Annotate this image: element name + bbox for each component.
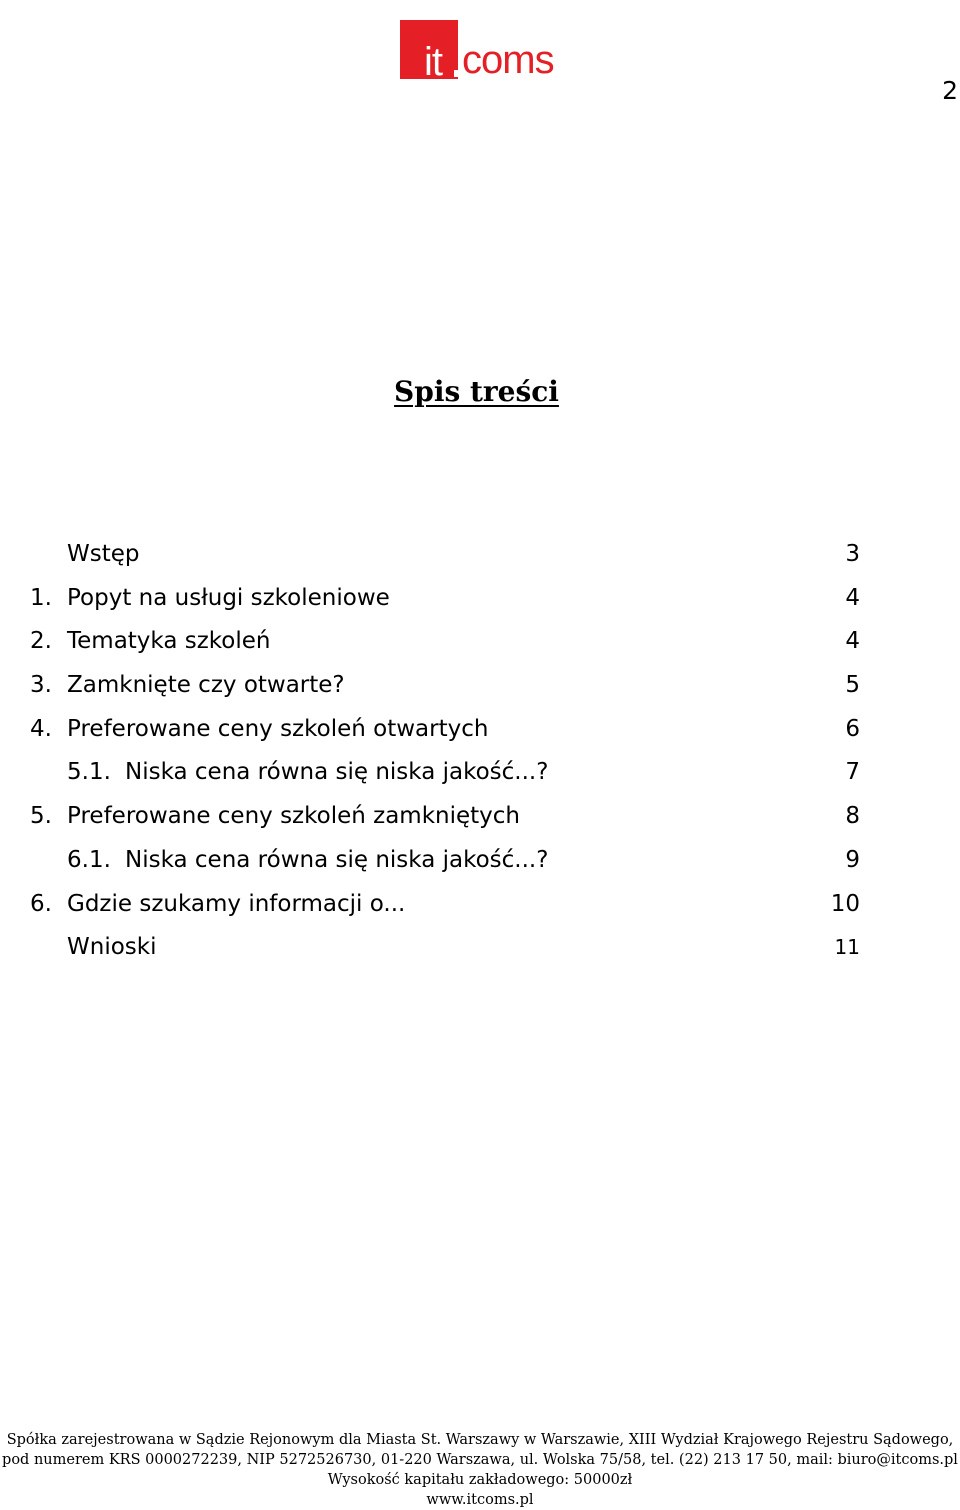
- footer-contact-line: pod numerem KRS 0000272239, NIP 5272526730, 01-220 Warszawa, ul. Wolska 75/58, tel. (22) 213 17 50, mail: biuro@itcoms.pl: [2, 1452, 958, 1468]
- toc-entry-title: Wnioski: [67, 934, 157, 961]
- toc-entry-page: 9: [845, 846, 860, 873]
- toc-entry-number: 6.: [30, 890, 52, 917]
- toc-entry-page: 4: [845, 628, 860, 655]
- toc-entry-title: Gdzie szukamy informacji o...: [67, 890, 406, 917]
- toc-entry-title: Preferowane ceny szkoleń otwartych: [67, 715, 489, 742]
- toc-entry-title: Wstęp: [67, 541, 140, 567]
- toc-entry[interactable]: [0, 887, 960, 931]
- toc-entry-page: 10: [830, 890, 860, 917]
- toc-entry-number: 2.: [30, 628, 52, 655]
- toc-entry-page: 5: [845, 672, 860, 699]
- toc-entry-page: 4: [845, 584, 860, 611]
- toc-heading: Spis treści: [394, 375, 559, 408]
- logo-dot: [454, 70, 458, 77]
- logo-text-coms: coms: [462, 38, 554, 82]
- toc-entry-number: 6.1.: [67, 846, 111, 873]
- toc-entry-number: 5.1.: [67, 759, 111, 786]
- toc-entry-title: Niska cena równa się niska jakość...?: [125, 759, 549, 786]
- toc-entry[interactable]: [0, 624, 960, 668]
- toc-entry-title: Niska cena równa się niska jakość...?: [125, 846, 549, 873]
- toc-entry-page: 3: [845, 541, 860, 567]
- toc-entry-number: 5.: [30, 803, 52, 830]
- toc-entry[interactable]: [0, 668, 960, 712]
- table-of-contents: [0, 537, 960, 974]
- company-logo: [400, 20, 554, 82]
- toc-entry[interactable]: [0, 537, 960, 581]
- toc-entry[interactable]: [0, 712, 960, 756]
- toc-entry-number: 4.: [30, 715, 52, 742]
- footer-registration-line: Spółka zarejestrowana w Sądzie Rejonowym dla Miasta St. Warszawy w Warszawie, XIII Wydział Krajowego Rejestru Sądowego,: [6, 1432, 954, 1448]
- page-number: 2: [942, 76, 958, 105]
- toc-entry-number: 1.: [30, 584, 52, 611]
- logo-text-it: it: [424, 40, 442, 79]
- toc-entry[interactable]: [0, 799, 960, 843]
- toc-entry[interactable]: [0, 755, 960, 799]
- footer-capital-line: Wysokość kapitału zakładowego: 50000zł: [327, 1472, 633, 1488]
- toc-entry-title: Popyt na usługi szkoleniowe: [67, 584, 390, 611]
- toc-entry[interactable]: [0, 843, 960, 887]
- toc-entry-page: 8: [845, 803, 860, 830]
- toc-entry-page: 6: [845, 715, 860, 742]
- toc-entry-title: Zamknięte czy otwarte?: [67, 672, 345, 699]
- toc-entry[interactable]: [0, 581, 960, 625]
- toc-entry-title: Preferowane ceny szkoleń zamkniętych: [67, 803, 520, 830]
- logo-red-box: [400, 20, 458, 79]
- toc-entry-title: Tematyka szkoleń: [67, 628, 271, 655]
- footer-website-link[interactable]: www.itcoms.pl: [426, 1492, 534, 1508]
- toc-entry[interactable]: [0, 930, 960, 974]
- company-footer: [0, 1430, 960, 1510]
- toc-entry-number: 3.: [30, 672, 52, 699]
- toc-entry-page: 7: [845, 759, 860, 786]
- toc-entry-page: 11: [834, 935, 860, 960]
